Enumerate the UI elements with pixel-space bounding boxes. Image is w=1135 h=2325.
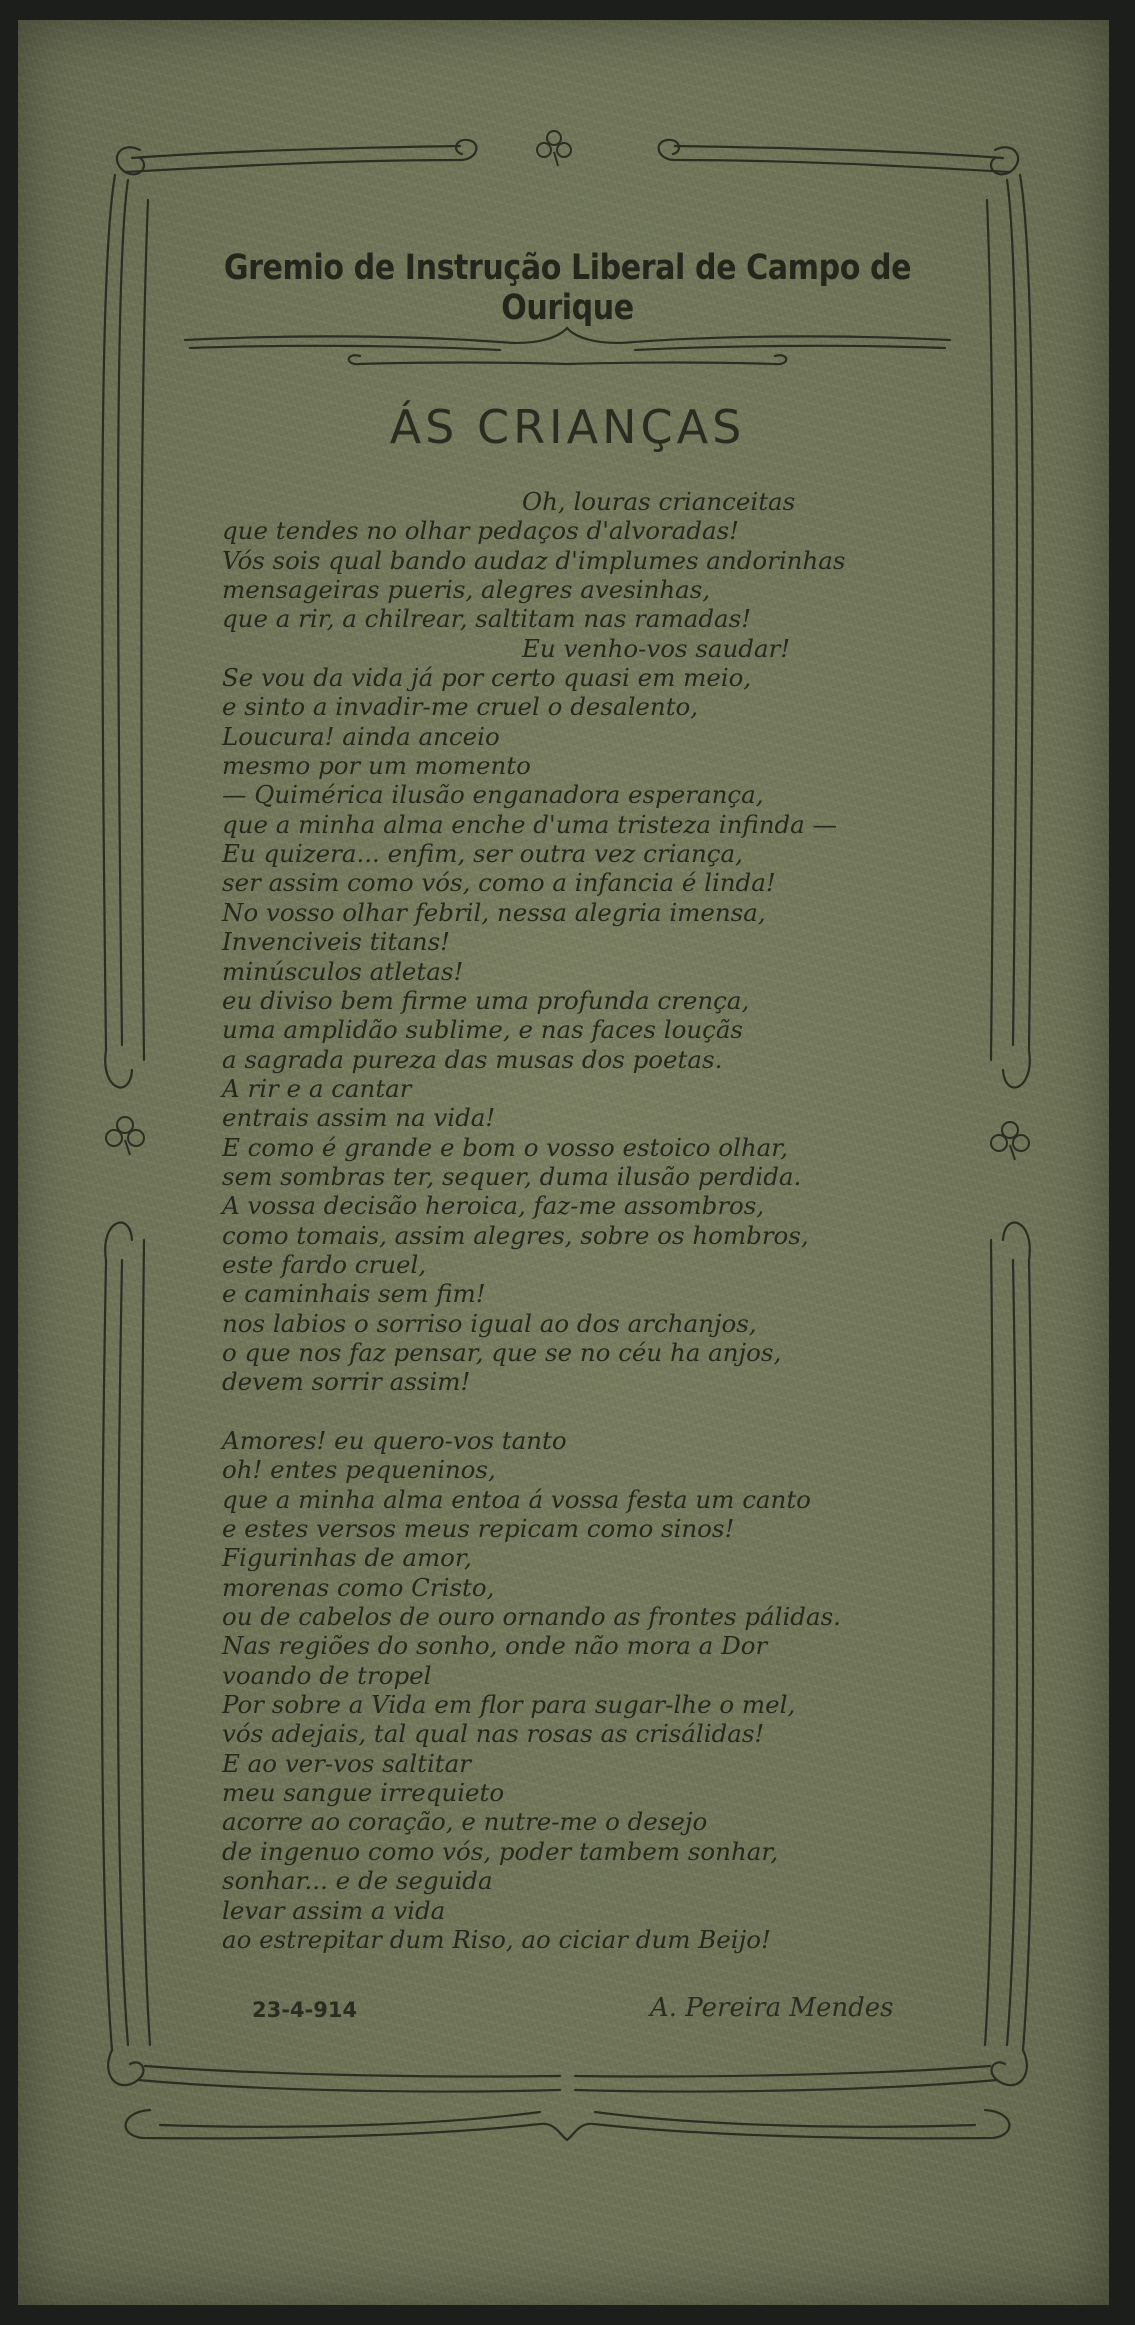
author-signature: A. Pereira Mendes (650, 1993, 894, 2023)
poem-line: voando de tropel (222, 1660, 432, 1690)
poem-line: ou de cabelos de ouro ornando as frontes pálidas. (222, 1602, 841, 1632)
poem-line: meu sangue irrequieto (222, 1778, 505, 1808)
poem-line: Se vou da vida já por certo quasi em meio, (222, 663, 752, 693)
poem-line: o que nos faz pensar, que se no céu ha anjos, (222, 1337, 782, 1367)
poem-line: ao estrepitar dum Riso, ao ciciar dum Beijo! (222, 1924, 771, 1954)
poem-line: devem sorrir assim! (222, 1367, 471, 1397)
poem-line: No vosso olhar febril, nessa alegria imensa, (222, 897, 766, 927)
poem-line: Figurinhas de amor, (222, 1543, 472, 1573)
poem-line: Eu venho-vos saudar! (522, 633, 791, 663)
poem-title: ÁS CRIANÇAS (389, 400, 746, 454)
poem-line: morenas como Cristo, (222, 1572, 495, 1602)
poem-line: entrais assim na vida! (222, 1103, 496, 1133)
poem-line: e sinto a invadir-me cruel o desalento, (222, 692, 699, 722)
poem-line: oh! entes pequeninos, (222, 1455, 496, 1485)
poem-line: e caminhais sem fim! (222, 1279, 486, 1309)
poem-line: minúsculos atletas! (222, 956, 464, 986)
poem-line: sonhar... e de seguida (222, 1866, 493, 1896)
poem-line: Invenciveis titans! (222, 927, 451, 957)
poem-line: — Quimérica ilusão enganadora esperança, (222, 780, 764, 810)
poem-line: que a minha alma entoa á vossa festa um canto (222, 1484, 811, 1514)
poem-line: Por sobre a Vida em flor para sugar-lhe o mel, (222, 1690, 796, 1720)
poem-date: 23-4-914 (252, 1998, 358, 2022)
poem-line: Eu quizera... enfim, ser outra vez criança, (222, 839, 743, 869)
organization-heading: Gremio de Instrução Liberal de Campo de Ourique (223, 248, 912, 328)
poem-line: Nas regiões do sonho, onde não mora a Dor (222, 1631, 768, 1661)
poem-line: A rir e a cantar (222, 1073, 412, 1103)
poem-body (222, 487, 922, 1954)
poem-line: Oh, louras crianceitas (522, 487, 796, 516)
poem-line: vós adejais, tal qual nas rosas as crisálidas! (222, 1719, 765, 1749)
poem-line: a sagrada pureza das musas dos poetas. (222, 1044, 723, 1074)
poem-line (222, 1397, 922, 1426)
poem-line: que tendes no olhar pedaços d'alvoradas! (222, 516, 739, 546)
poem-line: levar assim a vida (222, 1895, 446, 1925)
poem-line: Vós sois qual bando audaz d'implumes andorinhas (222, 545, 846, 575)
poem-line: este fardo cruel, (222, 1249, 427, 1279)
poem-line: Amores! eu quero-vos tanto (222, 1426, 567, 1455)
poem-line: de ingenuo como vós, poder tambem sonhar, (222, 1836, 779, 1866)
poem-line: mesmo por um momento (222, 751, 531, 781)
poem-line: como tomais, assim alegres, sobre os hombros, (222, 1220, 809, 1250)
poem-line: sem sombras ter, sequer, duma ilusão perdida. (222, 1161, 802, 1191)
poem-line: E ao ver-vos saltitar (222, 1748, 471, 1778)
poem-line: e estes versos meus repicam como sinos! (222, 1514, 735, 1544)
poem-line: eu diviso bem firme uma profunda crença, (222, 985, 750, 1015)
poem-line: A vossa decisão heroica, faz-me assombros, (222, 1191, 765, 1221)
poem-line: que a rir, a chilrear, saltitam nas ramadas! (222, 604, 752, 634)
poem-line: mensageiras pueris, alegres avesinhas, (222, 575, 711, 605)
poem-line: acorre ao coração, e nutre-me o desejo (222, 1807, 708, 1837)
poem-line: ser assim como vós, como a infancia é linda! (222, 868, 776, 898)
poem-line: Loucura! ainda anceio (222, 721, 500, 751)
poem-line: uma amplidão sublime, e nas faces louçãs (222, 1015, 743, 1045)
poem-line: E como é grande e bom o vosso estoico olhar, (222, 1132, 789, 1162)
poem-line: que a minha alma enche d'uma tristeza infinda — (222, 809, 838, 839)
poem-line: nos labios o sorriso igual ao dos archanjos, (222, 1308, 757, 1338)
